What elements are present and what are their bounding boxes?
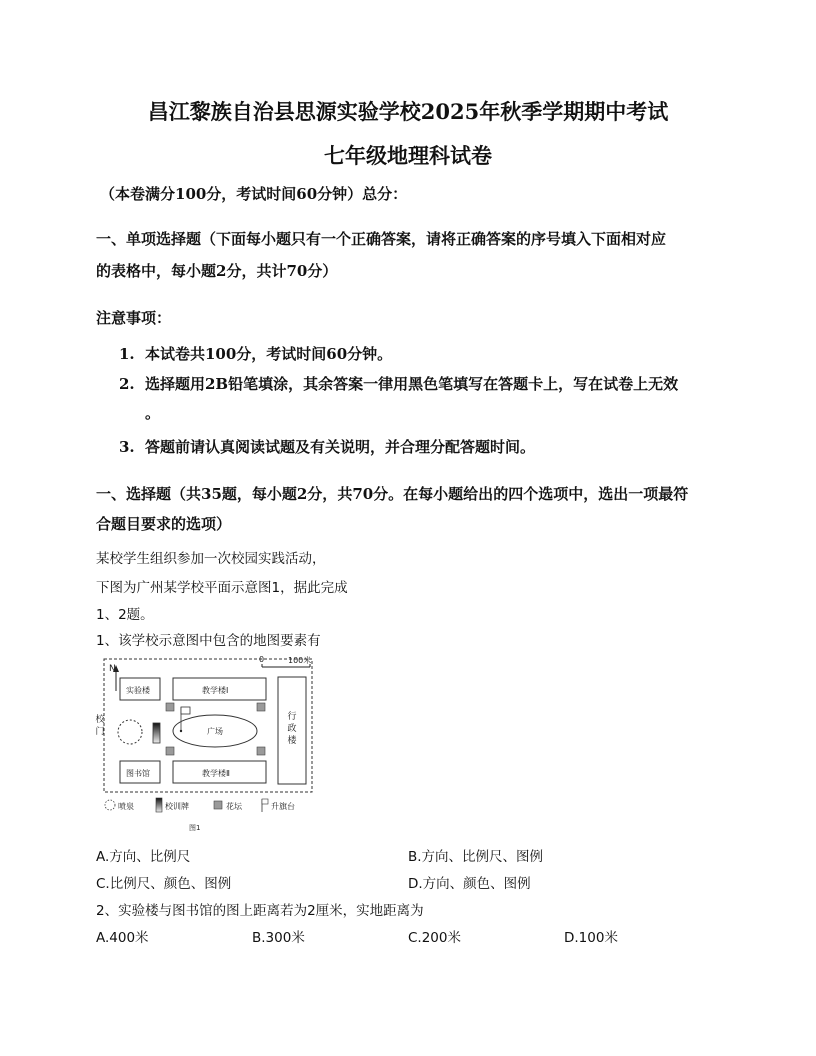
exam-title-line2: 七年级地理科试卷 (324, 143, 492, 168)
note-number: 1. (119, 345, 135, 363)
school-plan-figure (95, 655, 320, 835)
section1-line2: 的表格中，每小题2分，共计70分） (96, 262, 338, 280)
fountain-icon (118, 720, 142, 744)
q1-option-b: B.方向、比例尺、图例 (408, 849, 544, 865)
legend-motto-icon (156, 798, 162, 812)
section2-line2: 合题目要求的选项） (96, 515, 232, 533)
q1-option-d: D.方向、颜色、图例 (408, 876, 531, 892)
note-number: 2. (119, 375, 135, 393)
legend-flowerbed-label: 花坛 (226, 802, 242, 811)
note-text: 答题前请认真阅读试题及有关说明，并合理分配答题时间。 (145, 438, 536, 456)
q2-option-c: C.200米 (408, 930, 461, 946)
legend-motto-label: 校训牌 (165, 802, 189, 811)
question1-stem: 1、该学校示意图中包含的地图要素有 (96, 633, 321, 649)
note-text: 本试卷共100分，考试时间60分钟。 (145, 345, 393, 363)
plaza-label: 广场 (207, 727, 223, 736)
motto-board-icon (153, 723, 160, 743)
section1-line1: 一、单项选择题（下面每小题只有一个正确答案，请将正确答案的序号填入下面相对应 (96, 230, 667, 248)
intro-line1: 某校学生组织参加一次校园实践活动， (96, 551, 326, 567)
q1-option-c: C.比例尺、颜色、图例 (96, 876, 232, 892)
intro-line2: 下图为广州某学校平面示意图1，据此完成 (96, 580, 348, 596)
exam-title-line1: 昌江黎族自治县思源实验学校2025年秋季学期期中考试 (147, 99, 669, 124)
note-item-2 (119, 373, 678, 394)
intro-line3: 1、2题。 (96, 607, 154, 623)
note-text: 选择题用2B铅笔填涂，其余答案一律用黑色笔填写在答题卡上，写在试卷上无效 (145, 375, 679, 393)
scale-zero-label: 0 (259, 655, 265, 664)
teaching1-label: 教学楼Ⅰ (202, 686, 229, 695)
legend-fountain-icon (105, 800, 115, 810)
q2-option-a: A.400米 (96, 930, 149, 946)
note-item-2-continuation: 。 (145, 404, 161, 422)
note-item-3 (119, 436, 535, 457)
notes-heading: 注意事项： (96, 309, 172, 327)
question2-stem: 2、实验楼与图书馆的图上距离若为2厘米，实地距离为 (96, 903, 424, 919)
flowerbed-icon (257, 747, 265, 755)
flowerbed-icon (257, 703, 265, 711)
q2-option-b: B.300米 (252, 930, 305, 946)
q1-option-a: A.方向、比例尺 (96, 849, 191, 865)
section2-line1: 一、选择题（共35题，每小题2分，共70分。在每小题给出的四个选项中，选出一项最符 (96, 485, 689, 503)
flowerbed-icon (166, 747, 174, 755)
admin-label: 行政楼 (287, 712, 297, 746)
teaching2-label: 教学楼Ⅱ (202, 769, 230, 778)
note-number: 3. (119, 438, 135, 456)
flowerbed-icon (166, 703, 174, 711)
lab-label: 实验楼 (126, 686, 150, 695)
q2-option-d: D.100米 (564, 930, 618, 946)
north-label: N (109, 664, 116, 674)
legend-flowerbed-icon (214, 801, 222, 809)
legend-flagpole-label: 升旗台 (271, 802, 295, 811)
figure-caption: 图1 (189, 824, 201, 832)
score-info: （本卷满分100分，考试时间60分钟）总分： (100, 185, 408, 203)
legend-fountain-label: 喷泉 (118, 802, 134, 811)
gate-label: 校门 (95, 715, 105, 737)
scale-end-label: 100米 (288, 656, 312, 665)
library-label: 图书馆 (126, 769, 150, 778)
note-item-1 (119, 343, 392, 364)
